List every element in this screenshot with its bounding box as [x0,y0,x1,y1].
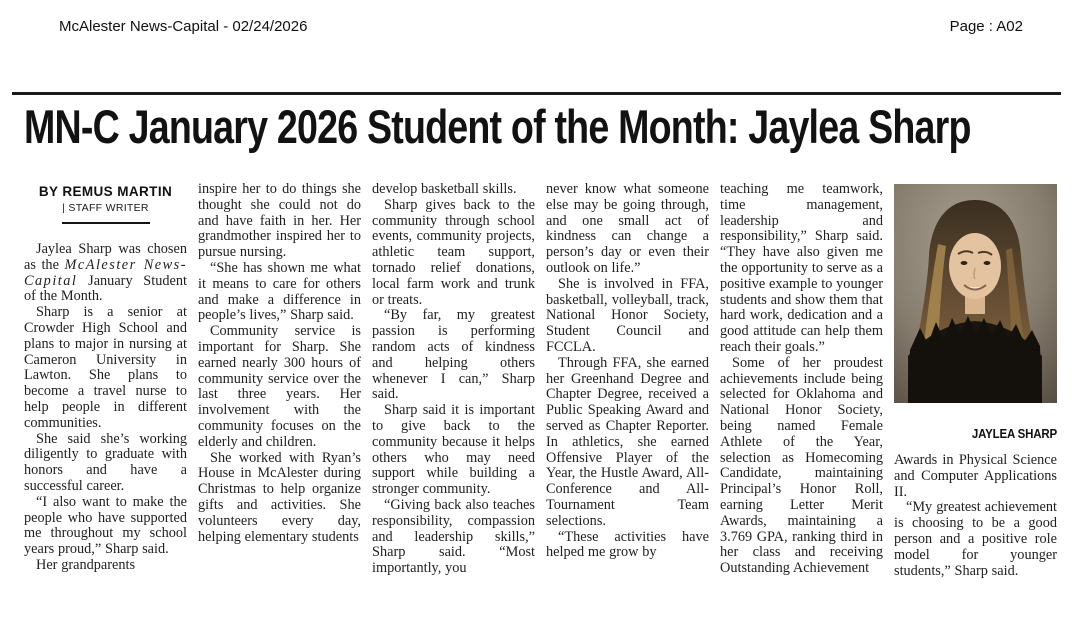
lead-text-pre: Jaylea Sharp was chosen as the [24,241,187,273]
article-column-5-text [720,182,883,577]
eedition-header [59,18,1023,35]
article-paragraph: teaching me teamwork, time management, leadership and responsibility,” Sharp said. “They have also given me the opportunity to serve as a positive example to younger students and show them that hard work, dedication and a good attitude can help them reach their goals.” [720,181,883,355]
article-column-1-text [24,305,187,574]
article-paragraph: inspire her to do things she thought she could not do and have faith in her. Her grandmother inspired her to pursue nursing. [198,181,361,261]
article-paragraph: “I also want to make the people who have supported me throughout my school years proud,” Sharp said. [24,493,187,558]
article-paragraph: Community service is important for Sharp. She earned nearly 300 hours of community service over the last three years. Her involvement with the community focuses on the elderly and children. [198,323,361,450]
portrait-illustration [894,184,1057,403]
article-column-2 [198,182,361,545]
article-paragraph: Sharp is a senior at Crowder High School and plans to major in nursing at Cameron University in Lawton. She plans to become a travel nurse to help people in different communities. [24,304,187,431]
article-paragraph: She worked with Ryan’s House in McAlester during Christmas to help organize gifts and activities. She volunteers every day, helping elementary students [198,449,361,545]
article-paragraph: Sharp said it is important to give back to the community because it helps others who may need support while building a stronger community. [372,402,535,498]
article-column-6 [894,182,1057,579]
article-paragraph: “By far, my greatest passion is performing random acts of kindness and helping others whenever I can,” Sharp said. [372,307,535,403]
header-divider-rule [12,92,1061,95]
article-paragraph: Some of her proudest achievements include being selected for Oklahoma and National Honor Society, being named Female Athlete of the Year, selection as Homecoming Candidate, maintaining Principal’s Honor Roll, earning Letter Merit Awards, maintaining a 3.769 GPA, ranking third in her class and receiving Outstanding Achievement [720,354,883,577]
byline-block [28,184,183,224]
page-number-label: Page : A02 [949,18,1023,35]
byline-role: | STAFF WRITER [62,202,149,214]
article-body [24,182,1057,579]
article-paragraph: never know what someone else may be going through, and one small act of kindness can change a person’s day or even their outlook on life.” [546,181,709,276]
byline-rule [62,222,150,224]
article-paragraph: “My greatest achievement is choosing to be a good person and a positive role model for younger students,” Sharp said. [894,499,1057,579]
lead-text-post: January Student of the Month. [24,272,187,305]
article-column-4-text [546,182,709,561]
article-paragraph: Awards in Physical Science and Computer Applications II. [894,452,1057,500]
student-portrait-photo [894,184,1057,403]
article-column-4 [546,182,709,561]
article-paragraph: Through FFA, she earned her Greenhand Degree and Chapter Degree, received a Public Speaking Award and served as Chapter Reporter. In athletics, she earned Offensive Player of the Year, the Hustle Award, All-Conference and All-Tournament Team selections. [546,354,709,529]
publication-name-italic: McAlester News-Capital [24,256,187,289]
photo-caption: JAYLEA SHARP [971,427,1057,441]
article-column-3 [372,182,535,577]
article-headline: MN-C January 2026 Student of the Month: Jaylea Sharp [24,100,971,153]
article-paragraph: Sharp gives back to the community through school events, community projects, athletic team support, tornado relief donations, local farm work and trunk or treats. [372,196,535,308]
article-paragraph: develop basketball skills. [372,181,517,197]
article-lead-paragraph [24,242,187,305]
article-paragraph: Her grandparents [36,556,136,573]
article-paragraph: “Giving back also teaches responsibility, compassion and leadership skills,” Sharp said. “Most importantly, you [372,496,535,577]
article-column-6-text [894,453,1057,579]
article-column-2-text [198,182,361,545]
article-paragraph: She said she’s working diligently to graduate with honors and have a successful career. [24,430,187,494]
article-column-1 [24,182,187,574]
article-paragraph: “She has shown me what it means to care for others and make a difference in people’s lives,” Sharp said. [198,259,361,324]
article-paragraph: “These activities have helped me grow by [546,528,709,561]
article-column-5 [720,182,883,577]
article-paragraph: She is involved in FFA, basketball, volleyball, track, National Honor Society, Student Council and FCCLA. [546,275,709,355]
masthead-date: McAlester News-Capital - 02/24/2026 [59,18,308,35]
byline-author: BY REMUS MARTIN [38,184,173,199]
article-column-3-text [372,182,535,577]
